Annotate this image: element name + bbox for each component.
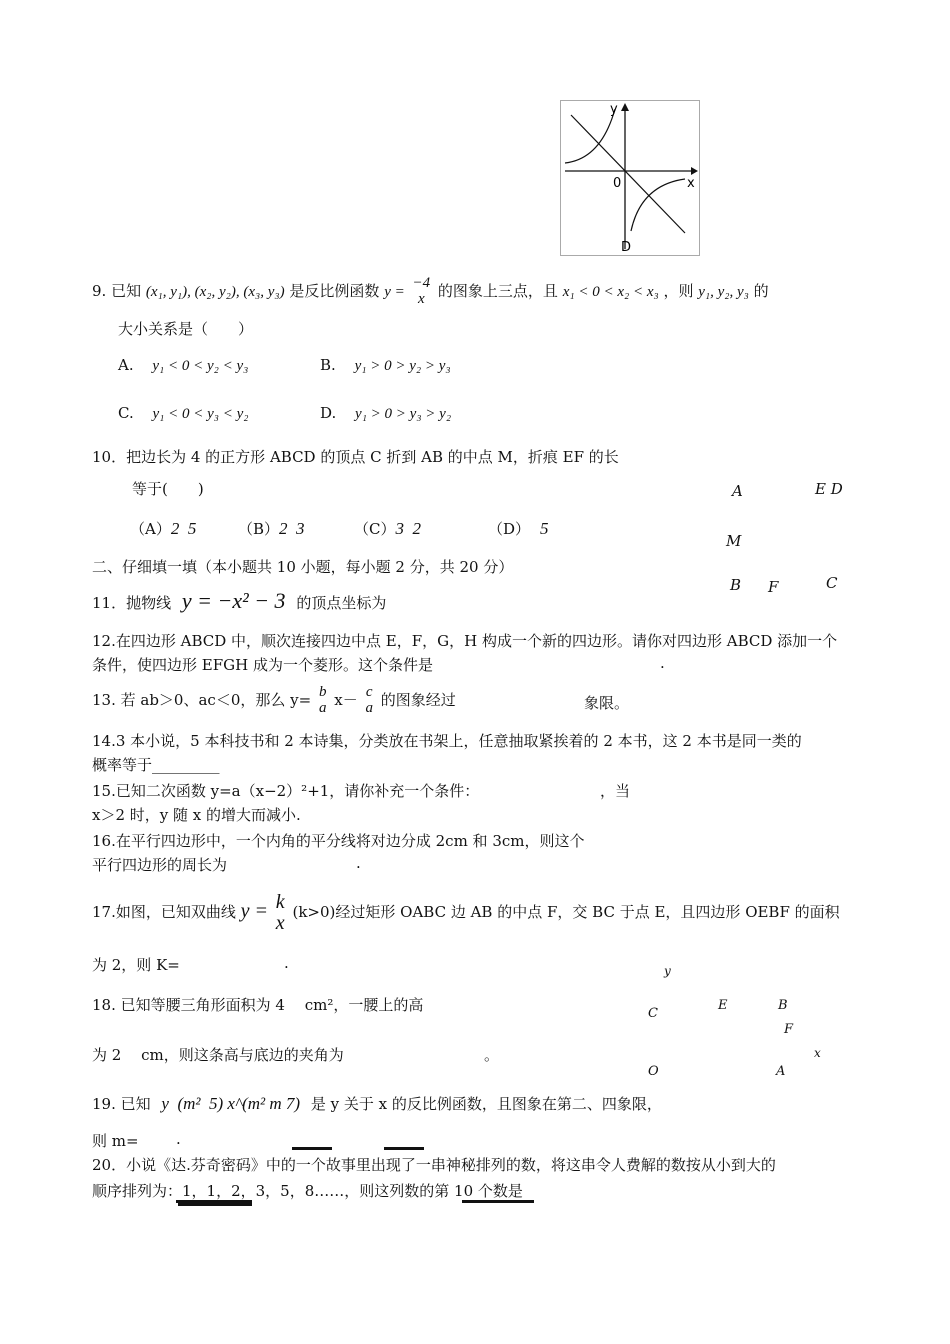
q13-numerator-1: b [318,684,327,701]
q9-option-d[interactable] [320,404,451,423]
q17-func: y = [240,900,269,922]
q17-fraction [276,892,285,934]
q9-option-d-label: D. [320,404,337,422]
graph-origin-label: 0 [613,176,622,191]
q10-fig-label-ed: E D [815,480,843,498]
q9-option-c[interactable] [118,404,248,423]
q9-fraction [413,276,431,308]
q19-lead: 19. 已知 [92,1095,151,1113]
q17-end: . [284,954,289,972]
q17-denominator: x [275,912,285,934]
q10-option-d[interactable] [488,518,549,539]
graph-svg [561,101,699,255]
q16-line2: 平行四边形的周长为 [92,856,228,874]
q15-line1: 15.已知二次函数 y=a（x−2）²+1，请你补充一个条件： [92,782,480,800]
q14-line2: 概率等于_________ [92,756,220,774]
graph-bottom-label: D [621,240,632,255]
q17-fig-label-y: y [664,964,671,978]
q9-line2: 大小关系是（ ） [118,320,254,338]
q20-mark-2 [384,1147,424,1150]
q17-lead: 17.如图，已知双曲线 [92,903,236,921]
q10-option-c-label: （C） [354,520,396,538]
q9-option-a-label: A. [118,356,134,374]
q9-line1 [92,276,769,308]
q10-option-d-label: （D） [488,520,531,538]
q10-number: 10． [92,448,127,466]
q20-underline-2 [178,1203,252,1206]
q18-line1: 18. 已知等腰三角形面积为 4 cm²，一腰上的高 [92,996,424,1014]
q9-tail2: ，则 [663,281,694,300]
q17-fig-label-o: O [648,1064,659,1079]
q9-mid: 是反比例函数 [289,281,380,300]
q15-line2: x＞2 时，y 随 x 的增大而减小. [92,806,301,824]
q13-fraction-1 [319,685,327,717]
q13-numerator-2: c [365,684,373,701]
q20-underline-3 [462,1200,534,1203]
q17-line1 [92,886,840,937]
graph-y-label: y [610,102,618,117]
q19-line1 [92,1092,662,1116]
q17-fig-label-c: C [648,1006,658,1021]
q17-fig-label-f: F [784,1022,794,1037]
x-axis-arrow [691,167,698,175]
q10-option-a-label: （A） [130,520,171,538]
q16-end: . [356,854,361,872]
q9-option-a-expr: y₁ < 0 < y₂ < y₃ [152,358,249,374]
q15-line1b: ，当 [600,782,631,800]
section-2-heading: 二、仔细填一填（本小题共 10 小题，每小题 2 分，共 20 分） [92,558,514,576]
q10-line2: 等于( ) [132,480,204,498]
q11-tail: 的顶点坐标为 [296,594,387,612]
q9-denominator: x [417,290,425,307]
q10-line1 [92,446,619,467]
q17-numerator: k [275,891,285,913]
q10-option-b-value: 2 3 [279,519,305,538]
q13-tail: 的图象经过 [380,691,456,709]
q10-option-c-value: 3 2 [395,519,421,538]
q10-option-b[interactable] [238,518,305,539]
q9-tail: 的图象上三点，且 [437,281,558,300]
q10-text: 把边长为 4 的正方形 ABCD 的顶点 C 折到 AB 的中点 M，折痕 EF 的长 [126,448,619,466]
q9-func: y = [384,283,405,300]
q9-number: 9. [92,281,107,300]
graph-x-label: x [687,176,695,191]
q13-fraction-2 [366,685,374,717]
q9-option-a[interactable] [118,356,248,375]
q10-option-c[interactable] [354,518,421,539]
q9-numerator: −4 [412,275,431,291]
q20-line1: 20．小说《达.芬奇密码》中的一个故事里出现了一串神秘排列的数，将这串令人费解的数按从小到大的 [92,1156,776,1174]
q18-line2: 为 2 cm，则这条高与底边的夹角为 [92,1046,344,1064]
q19-expr: y (m² 5) x^(m² m 7) [161,1094,301,1113]
q12-line2: 条件，使四边形 EFGH 成为一个菱形。这个条件是 [92,656,433,674]
q10-option-a-value: 2 5 [170,519,197,538]
q13-denominator-2: a [365,700,373,716]
q12-line1: 12.在四边形 ABCD 中，顺次连接四边中点 E，F，G，H 构成一个新的四边形。请你对四边形 ABCD 添加一个 [92,632,838,650]
q9-option-c-expr: y₁ < 0 < y₃ < y₂ [152,406,249,422]
q10-option-a[interactable] [130,518,196,539]
q10-fig-label-a: A [732,482,743,500]
q10-fig-label-m: M [726,532,742,550]
q10-fig-label-f: F [768,578,779,596]
q19-tail: 是 y 关于 x 的反比例函数，且图象在第二、四象限， [310,1095,662,1113]
q10-fig-label-c: C [826,574,838,592]
q9-lead: 已知 [111,281,142,300]
q10-option-b-label: （B） [238,520,280,538]
q9-option-c-label: C. [118,404,134,422]
q13-denominator-1: a [318,700,327,716]
q17-fig-label-a: A [776,1064,786,1079]
q10-option-d-value: 5 [540,519,549,538]
q17-fig-label-x: x [814,1046,821,1060]
q17-fig-label-b: B [778,998,788,1013]
q9-condition: x₁ < 0 < x₂ < x₃ [562,283,659,300]
straight-line [571,115,685,233]
q9-option-d-expr: y₁ > 0 > y₃ > y₂ [355,406,452,422]
q11-expr: y = −x² − 3 [181,588,286,613]
q19-end: . [176,1130,181,1148]
q11-lead: 11．抛物线 [92,594,172,612]
q10-fig-label-b: B [730,576,742,594]
q13 [92,680,456,720]
q18-end: 。 [484,1046,500,1064]
q20-line2: 顺序排列为：1，1，2，3，5，8……，则这列数的第 10 个数是 [92,1182,523,1200]
q17-tail: (k>0)经过矩形 OABC 边 AB 的中点 F，交 BC 于点 E，且四边形 OEBF 的面积 [292,903,840,921]
q9-option-b[interactable] [320,356,451,375]
q9-tail3: 的 [753,281,769,300]
q17-fig-label-e: E [718,998,728,1013]
q12-end: . [660,654,665,672]
q20-mark-1 [292,1147,332,1150]
q9-vars: y₁, y₂, y₃ [698,283,749,300]
q17-line2: 为 2，则 K= [92,956,180,974]
q16-line1: 16.在平行四边形中，一个内角的平分线将对边分成 2cm 和 3cm，则这个 [92,832,585,850]
q13-end: 象限。 [584,694,630,712]
q9-option-b-label: B. [320,356,336,374]
q9-option-b-expr: y₁ > 0 > y₂ > y₃ [354,358,451,374]
hyperbola-graph [560,100,700,256]
q11 [92,586,386,618]
q13-lead: 13. 若 ab＞0、ac＜0，那么 y= [92,691,312,709]
y-axis-arrow [621,103,629,111]
q13-mid: x－ [334,691,358,709]
q9-points: (x₁, y₁), (x₂, y₂), (x₃, y₃) [145,283,285,300]
q19-line2: 则 m= [92,1132,139,1150]
q14-line1: 14.3 本小说，5 本科技书和 2 本诗集，分类放在书架上，任意抽取紧挨着的 2 本书，这 2 本书是同一类的 [92,732,802,750]
